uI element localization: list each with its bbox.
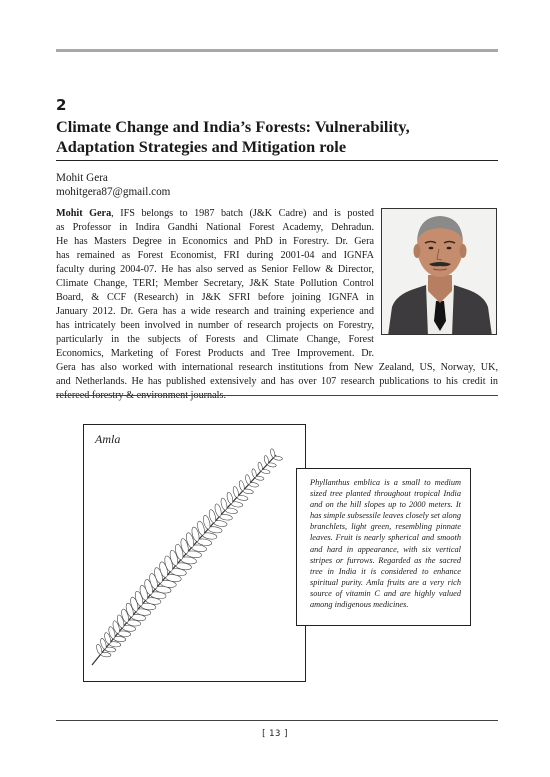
footer-rule [56,720,498,721]
chapter-title [56,117,496,157]
bio-line: Climate Change, TERI; Member Secretary, J&K State Pollution Control [56,278,374,289]
bio-line: and Netherlands. He has published extensively and has over 107 research publications to his credit in [56,376,498,387]
bio-line: Gera has also worked with international research institutions from New Zealand, US, Norway, UK, [56,362,498,373]
bio-author-name: Mohit Gera [56,208,112,219]
bio-line: particularly in the subjects of Forests and Climate Change, Forest [56,334,374,345]
leaflet [226,492,234,505]
figure-label: Amla [95,432,121,446]
section-rule [56,395,498,396]
leaflet [238,480,245,491]
leaflet [232,486,239,498]
caption-box [296,468,471,626]
chapter-title-line-2: Adaptation Strategies and Mitigation role [56,137,347,156]
chapter-title-line-1: Climate Change and India’s Forests: Vulnerability, [56,117,410,136]
figure-caption: Phyllanthus emblica is a small to medium sized tree planted throughout tropical India and on the hill slopes up to 2000 meters. It has simple subsessile leaves closely set along branchlets, light green, resembling pinnate leaves. Fruit is nearly spherical and smooth and hard in appearance, with six vertical stripes or furrows. Regarded as the sacred tree in India it is considered to enhance spiritual purity. Amla fruits are a very rich source of vitamin C and are highly valued among indigenous medicines. [310,478,461,610]
bio-line [56,208,374,220]
leaflet [263,455,269,465]
bio-line-text: , IFS belongs to 1987 batch (J&K Cadre) and is posted [111,208,374,219]
page-number: [ 13 ] [262,729,288,739]
author-photo [381,208,497,335]
leaflet [220,497,228,510]
author-email: mohitgera87@gmail.com [56,186,171,198]
leaflet [270,448,276,458]
leaflet [257,462,263,472]
bio-line: Board, & CCF (Research) in J&K SFRI before joining IGNFA in [56,292,374,303]
bio-line: has intricately been involved in number of research projects on Forestry, [56,320,374,331]
top-rule [56,49,498,52]
amla-leaf-illustration [84,425,305,681]
bio-line: has remained as Forest Economist, FRI during 2001-04 and IGNFA [56,250,374,261]
title-rule [56,160,498,161]
bio-line: He has Masters Degree in Economics and PhD in Forestry. Dr. Gera [56,236,374,247]
bio-line: Economics, Marketing of Forest Products and Tree Improvement. Dr. [56,348,374,359]
bio-line: January 2012. Dr. Gera has a wide research and training experience and [56,306,374,317]
author-name: Mohit Gera [56,172,108,184]
bio-line [56,390,226,402]
leaflet [251,468,257,478]
bio-line: as Professor in Indira Gandhi National Forest Academy, Dehradun. [56,222,374,233]
leaflet [245,474,252,485]
chapter-number: 2 [56,96,67,114]
bio-line: faculty during 2004-07. He has also served as Senior Fellow & Director, [56,264,374,275]
